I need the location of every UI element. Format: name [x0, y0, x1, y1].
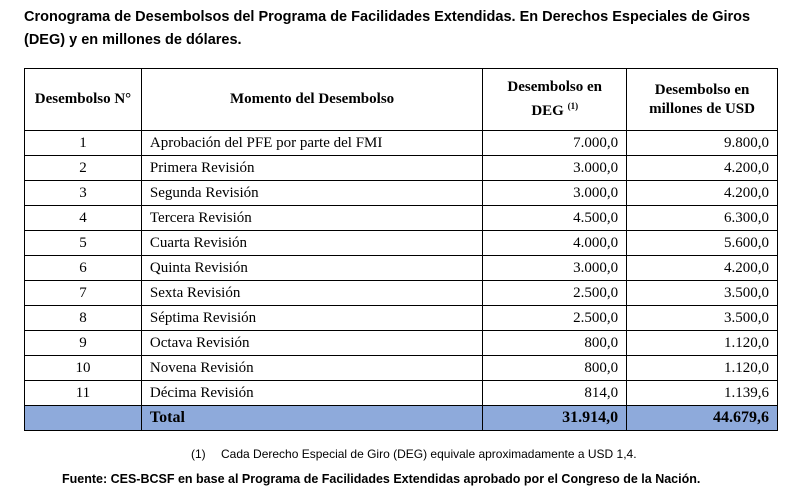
disbursement-moment-cell: Tercera Revisión [141, 206, 482, 231]
table-header-row [25, 69, 778, 131]
footnote [191, 446, 637, 462]
header-disbursement-moment: Momento del Desembolso [141, 69, 482, 131]
disbursement-number-cell: 4 [25, 206, 142, 231]
disbursement-deg-cell: 2.500,0 [483, 281, 627, 306]
disbursement-usd-cell: 4.200,0 [627, 181, 778, 206]
disbursement-deg-cell: 3.000,0 [483, 181, 627, 206]
disbursement-moment-cell: Quinta Revisión [141, 256, 482, 281]
disbursement-deg-cell: 3.000,0 [483, 156, 627, 181]
disbursement-deg-cell: 800,0 [483, 356, 627, 381]
disbursement-number-cell: 5 [25, 231, 142, 256]
disbursement-number-cell: 3 [25, 181, 142, 206]
footnote-marker: (1) [191, 447, 206, 461]
disbursement-usd-cell: 1.139,6 [627, 381, 778, 406]
disbursement-number-cell: 10 [25, 356, 142, 381]
disbursement-number-cell: 6 [25, 256, 142, 281]
disbursement-deg-cell: 2.500,0 [483, 306, 627, 331]
disbursement-usd-cell: 4.200,0 [627, 156, 778, 181]
disbursement-usd-cell: 9.800,0 [627, 131, 778, 156]
table-row [25, 381, 778, 406]
disbursement-usd-cell: 1.120,0 [627, 356, 778, 381]
disbursement-moment-cell: Segunda Revisión [141, 181, 482, 206]
total-label-cell: Total [141, 406, 482, 431]
disbursement-deg-cell: 7.000,0 [483, 131, 627, 156]
disbursement-number-cell: 7 [25, 281, 142, 306]
disbursement-deg-cell: 800,0 [483, 331, 627, 356]
disbursement-usd-cell: 5.600,0 [627, 231, 778, 256]
footnote-text: Cada Derecho Especial de Giro (DEG) equivale aproximadamente a USD 1,4. [221, 447, 637, 461]
table-row [25, 331, 778, 356]
header-disbursement-deg [483, 69, 627, 131]
table-row [25, 256, 778, 281]
disbursement-usd-cell: 4.200,0 [627, 256, 778, 281]
disbursement-moment-cell: Décima Revisión [141, 381, 482, 406]
header-disbursement-number: Desembolso N° [25, 69, 142, 131]
source-note: Fuente: CES-BCSF en base al Programa de Facilidades Extendidas aprobado por el Congreso de la Nación. [62, 472, 701, 486]
disbursement-usd-cell: 3.500,0 [627, 306, 778, 331]
total-empty-cell [25, 406, 142, 431]
header-disbursement-usd: Desembolso en millones de USD [627, 69, 778, 131]
disbursement-moment-cell: Cuarta Revisión [141, 231, 482, 256]
disbursement-moment-cell: Séptima Revisión [141, 306, 482, 331]
disbursement-number-cell: 2 [25, 156, 142, 181]
disbursement-usd-cell: 3.500,0 [627, 281, 778, 306]
disbursement-moment-cell: Novena Revisión [141, 356, 482, 381]
table-row [25, 181, 778, 206]
document-title: Cronograma de Desembolsos del Programa de Facilidades Extendidas. En Derechos Especiales de Giros (DEG) y en millones de dólares. [24, 9, 751, 48]
disbursement-deg-cell: 3.000,0 [483, 256, 627, 281]
disbursement-number-cell: 1 [25, 131, 142, 156]
table-row [25, 281, 778, 306]
table-row [25, 206, 778, 231]
total-usd-cell: 44.679,6 [627, 406, 778, 431]
disbursement-moment-cell: Sexta Revisión [141, 281, 482, 306]
disbursement-moment-cell: Octava Revisión [141, 331, 482, 356]
disbursement-deg-cell: 4.000,0 [483, 231, 627, 256]
disbursement-schedule-table [24, 68, 778, 431]
disbursement-moment-cell: Primera Revisión [141, 156, 482, 181]
table-row [25, 306, 778, 331]
total-deg-cell: 31.914,0 [483, 406, 627, 431]
disbursement-usd-cell: 1.120,0 [627, 331, 778, 356]
table-row [25, 356, 778, 381]
disbursement-deg-cell: 814,0 [483, 381, 627, 406]
disbursement-number-cell: 11 [25, 381, 142, 406]
header-deg-label: Desembolso en DEG [507, 79, 602, 119]
table-row [25, 131, 778, 156]
table-row [25, 231, 778, 256]
table-body [25, 131, 778, 431]
disbursement-moment-cell: Aprobación del PFE por parte del FMI [141, 131, 482, 156]
header-deg-footnote-marker: (1) [567, 101, 579, 111]
disbursement-number-cell: 8 [25, 306, 142, 331]
table-row [25, 156, 778, 181]
disbursement-number-cell: 9 [25, 331, 142, 356]
total-row [25, 406, 778, 431]
disbursement-deg-cell: 4.500,0 [483, 206, 627, 231]
disbursement-usd-cell: 6.300,0 [627, 206, 778, 231]
